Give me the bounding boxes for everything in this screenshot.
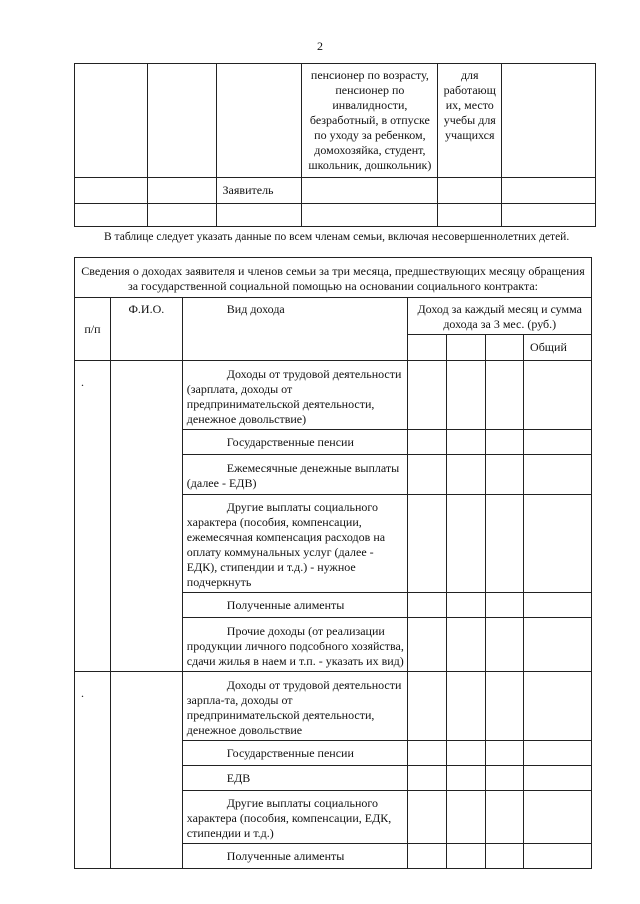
applicant-label: Заявитель <box>216 178 302 204</box>
amount-cell[interactable] <box>486 361 524 430</box>
amount-cell[interactable] <box>408 361 447 430</box>
amount-cell[interactable] <box>447 495 486 593</box>
amount-cell[interactable] <box>524 430 592 455</box>
cell[interactable] <box>216 64 302 178</box>
amount-cell[interactable] <box>524 844 592 869</box>
cell[interactable] <box>75 64 148 178</box>
amount-cell[interactable] <box>524 672 592 741</box>
total-header: Общий <box>524 335 592 361</box>
amount-cell[interactable] <box>408 844 447 869</box>
month-3-header <box>486 335 524 361</box>
cell[interactable] <box>147 64 216 178</box>
amount-cell[interactable] <box>447 791 486 844</box>
cell[interactable] <box>502 204 596 227</box>
amount-cell[interactable] <box>486 672 524 741</box>
amount-cell[interactable] <box>447 618 486 672</box>
income-type-pension-2: Государственные пенсии <box>182 741 408 766</box>
amount-cell[interactable] <box>408 766 447 791</box>
amount-cell[interactable] <box>408 791 447 844</box>
work-text: для работающ их, место учебы для учащихся <box>438 64 502 178</box>
amount-cell[interactable] <box>447 844 486 869</box>
member-name-cell-1[interactable] <box>110 361 182 672</box>
col-name-header: Ф.И.О. <box>110 298 182 361</box>
amount-cell[interactable] <box>408 672 447 741</box>
amount-cell[interactable] <box>486 495 524 593</box>
income-type-social-1: Другие выплаты социального характера (пособия, компенсации, ежемесячная компенсация расходов на оплату коммунальных услуг (далее - ЕДК), стипендии и т.д.) - нужное подчеркнуть <box>182 495 408 593</box>
amount-cell[interactable] <box>486 430 524 455</box>
month-2-header <box>447 335 486 361</box>
amount-cell[interactable] <box>524 495 592 593</box>
cell[interactable] <box>216 204 302 227</box>
cell[interactable] <box>438 178 502 204</box>
amount-cell[interactable] <box>524 791 592 844</box>
amount-cell[interactable] <box>447 741 486 766</box>
amount-cell[interactable] <box>447 430 486 455</box>
cell[interactable] <box>502 64 596 178</box>
row-number-2: . <box>75 672 111 869</box>
status-text: пенсионер по возрасту, пенсионер по инвалидности, безработный, в отпуске по уходу за ребенком, домохозяйка, студент, школьник, дошкольник) <box>302 64 438 178</box>
member-name-cell-2[interactable] <box>110 672 182 869</box>
income-table <box>74 257 592 869</box>
family-members-table <box>74 63 596 227</box>
amount-cell[interactable] <box>486 455 524 495</box>
amount-cell[interactable] <box>408 741 447 766</box>
income-type-alimony-2: Полученные алименты <box>182 844 408 869</box>
amount-cell[interactable] <box>486 844 524 869</box>
income-type-edv-1: Ежемесячные денежные выплаты (далее - ЕДВ) <box>182 455 408 495</box>
amount-cell[interactable] <box>447 455 486 495</box>
amount-cell[interactable] <box>524 618 592 672</box>
amount-cell[interactable] <box>447 672 486 741</box>
page-number: 2 <box>317 39 323 53</box>
cell[interactable] <box>75 178 148 204</box>
amount-cell[interactable] <box>447 593 486 618</box>
amount-cell[interactable] <box>524 766 592 791</box>
instruction-note: В таблице следует указать данные по всем членам семьи, включая несовершеннолетних детей. <box>104 231 570 243</box>
col-number-header: п/п <box>75 298 111 361</box>
income-type-alimony-1: Полученные алименты <box>182 593 408 618</box>
cell[interactable] <box>147 178 216 204</box>
amount-cell[interactable] <box>408 455 447 495</box>
amount-cell[interactable] <box>486 766 524 791</box>
income-type-edv-2: ЕДВ <box>182 766 408 791</box>
amount-cell[interactable] <box>408 593 447 618</box>
income-type-other-1: Прочие доходы (от реализации продукции личного подсобного хозяйства, сдачи жилья в наем и т.п. - указать их вид) <box>182 618 408 672</box>
month-1-header <box>408 335 447 361</box>
amount-cell[interactable] <box>408 495 447 593</box>
amount-cell[interactable] <box>524 455 592 495</box>
amount-cell[interactable] <box>486 791 524 844</box>
amount-cell[interactable] <box>447 766 486 791</box>
amount-cell[interactable] <box>408 618 447 672</box>
income-type-labor-1: Доходы от трудовой деятельности (зарплата, доходы от предпринимательской деятельности, денежное довольствие) <box>182 361 408 430</box>
income-type-social-2: Другие выплаты социального характера (пособия, компенсации, ЕДК, стипендии и т.д.) <box>182 791 408 844</box>
col-type-header: Вид дохода <box>182 298 408 361</box>
amount-cell[interactable] <box>524 361 592 430</box>
amount-cell[interactable] <box>408 430 447 455</box>
amount-cell[interactable] <box>486 741 524 766</box>
amount-cell[interactable] <box>447 361 486 430</box>
cell[interactable] <box>75 204 148 227</box>
col-income-header: Доход за каждый месяц и сумма дохода за 3 мес. (руб.) <box>408 298 592 335</box>
income-table-title: Сведения о доходах заявителя и членов семьи за три месяца, предшествующих месяцу обращения за государственной социальной помощью на основании социального контракта: <box>75 258 592 298</box>
amount-cell[interactable] <box>524 593 592 618</box>
amount-cell[interactable] <box>486 618 524 672</box>
amount-cell[interactable] <box>524 741 592 766</box>
cell[interactable] <box>438 204 502 227</box>
cell[interactable] <box>147 204 216 227</box>
row-number-1: . <box>75 361 111 672</box>
income-type-pension-1: Государственные пенсии <box>182 430 408 455</box>
amount-cell[interactable] <box>486 593 524 618</box>
income-type-labor-2: Доходы от трудовой деятельности зарпла-та, доходы от предпринимательской деятельности, денежное довольствие <box>182 672 408 741</box>
cell[interactable] <box>502 178 596 204</box>
cell[interactable] <box>302 204 438 227</box>
cell[interactable] <box>302 178 438 204</box>
